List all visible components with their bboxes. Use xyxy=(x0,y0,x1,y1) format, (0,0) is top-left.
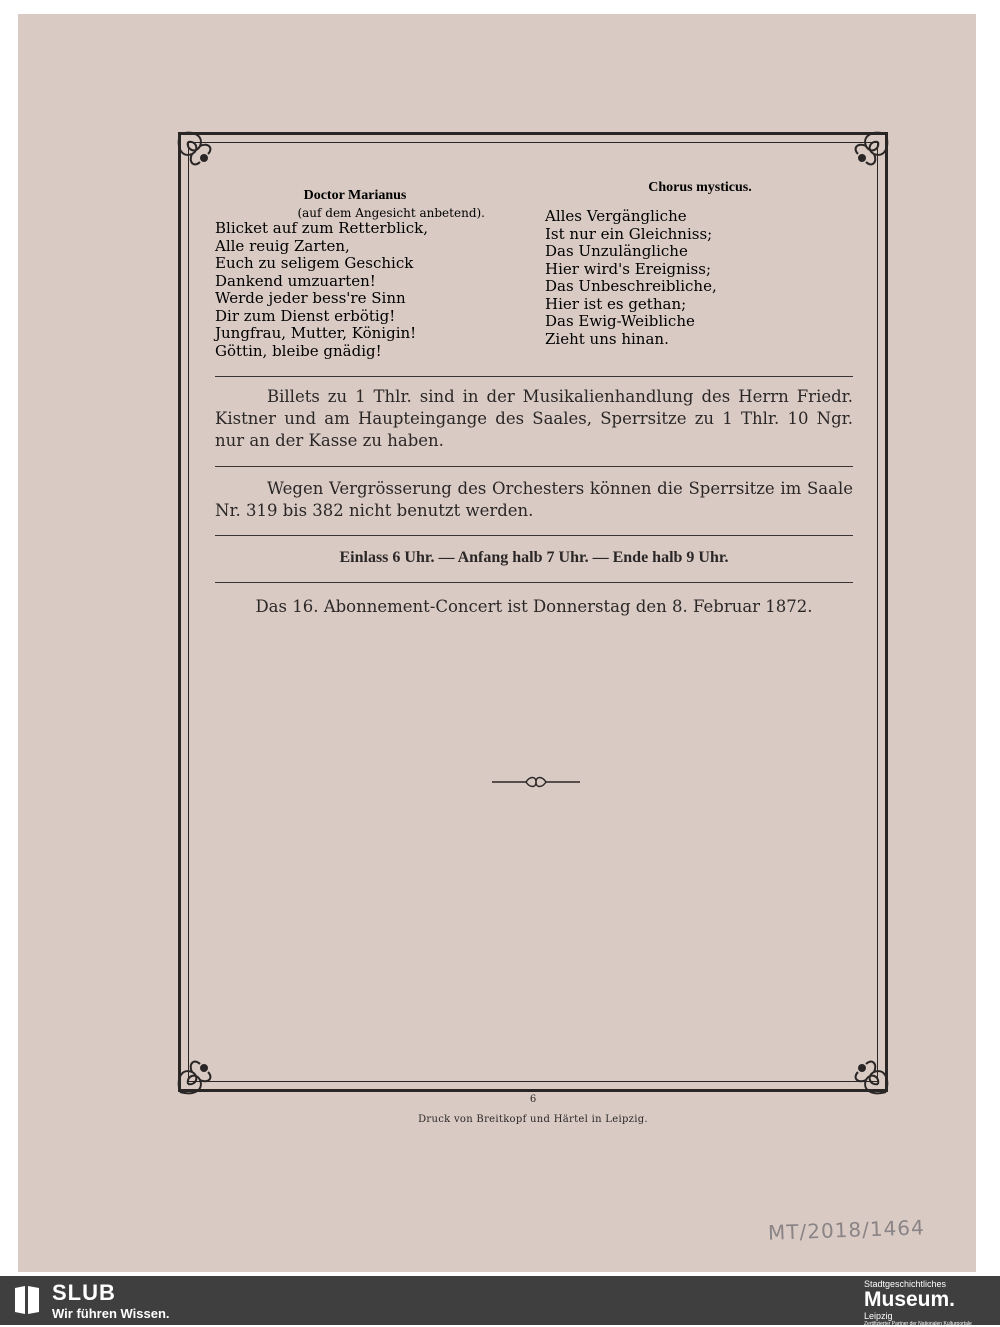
verse-line: Ist nur ein Gleichniss; xyxy=(545,224,713,243)
verse-line: Alle reuig Zarten, xyxy=(215,236,350,255)
museum-partner-note: Zertifizierter Partner der Nationalen Kulturportale xyxy=(864,1321,972,1327)
verse-lines xyxy=(545,208,785,348)
divider-rule xyxy=(215,376,853,377)
library-tagline: Wir führen Wissen. xyxy=(52,1306,170,1321)
museum-logo xyxy=(864,1279,984,1327)
notice-billets: Billets zu 1 Thlr. sind in der Musikalienhandlung des Herrn Friedr. Kistner und am Haupteingange des Saales, Sperrsitze zu 1 Thlr. 10 Ngr. nur an der Kasse zu haben. xyxy=(215,387,853,450)
verse-line: Alles Vergängliche xyxy=(545,207,687,225)
divider-rule xyxy=(215,535,853,536)
museum-top-label: Stadtgeschichtliches xyxy=(864,1279,947,1289)
verse-line: Hier wird's Ereigniss; xyxy=(545,259,711,278)
verse-line: Zieht uns hinan. xyxy=(545,329,669,348)
shelfmark-handwritten: MT/2018/1464 xyxy=(767,1215,926,1245)
divider-rule xyxy=(215,466,853,467)
museum-name: Museum. xyxy=(864,1288,956,1311)
footer-bar xyxy=(0,1276,1000,1325)
verse-line: Das Unbeschreibliche, xyxy=(545,277,717,295)
museum-city: Leipzig xyxy=(864,1311,893,1321)
verse-line: Göttin, bleibe gnädig! xyxy=(215,341,382,360)
verse-line: Blicket auf zum Retterblick, xyxy=(215,219,428,237)
printer-imprint: Druck von Breitkopf und Härtel in Leipzig. xyxy=(418,1114,648,1125)
verse-line: Dankend umzuarten! xyxy=(215,271,376,290)
verse-heading: Doctor Marianus xyxy=(303,188,407,203)
verse-line: Hier ist es gethan; xyxy=(545,294,687,313)
verse-heading: Chorus mysticus. xyxy=(648,180,752,195)
notice-times: Einlass 6 Uhr. — Anfang halb 7 Uhr. — Ende halb 9 Uhr. xyxy=(339,549,729,566)
corner-ornament-bottom-left xyxy=(174,1034,238,1098)
verse-line: Das Ewig-Weibliche xyxy=(545,312,695,330)
verse-line: Euch zu seligem Geschick xyxy=(215,254,414,272)
divider-rule xyxy=(215,582,853,583)
corner-ornament-top-right xyxy=(828,128,892,192)
corner-ornament-bottom-right xyxy=(828,1034,892,1098)
corner-ornament-top-left xyxy=(174,128,238,192)
stage-direction: (auf dem Angesicht anbetend). xyxy=(297,206,485,220)
verse-column-doctor-marianus xyxy=(215,188,495,360)
verse-line: Jungfrau, Mutter, Königin! xyxy=(215,324,417,342)
verse-line: Dir zum Dienst erbötig! xyxy=(215,306,396,325)
verse-line: Das Unzulängliche xyxy=(545,242,688,260)
slub-logo-icon xyxy=(12,1284,42,1316)
page-number: 6 xyxy=(529,1094,537,1105)
flourish-ornament xyxy=(490,775,582,789)
verse-lines xyxy=(215,220,495,360)
verse-column-chorus-mysticus xyxy=(545,180,785,348)
verse-line: Werde jeder bess're Sinn xyxy=(215,289,406,307)
notice-orchester: Wegen Vergrösserung des Orchesters können die Sperrsitze im Saale Nr. 319 bis 382 nicht benutzt werden. xyxy=(215,479,853,520)
notice-next-concert: Das 16. Abonnement-Concert ist Donnerstag den 8. Februar 1872. xyxy=(255,597,813,616)
library-name: SLUB xyxy=(52,1280,116,1305)
